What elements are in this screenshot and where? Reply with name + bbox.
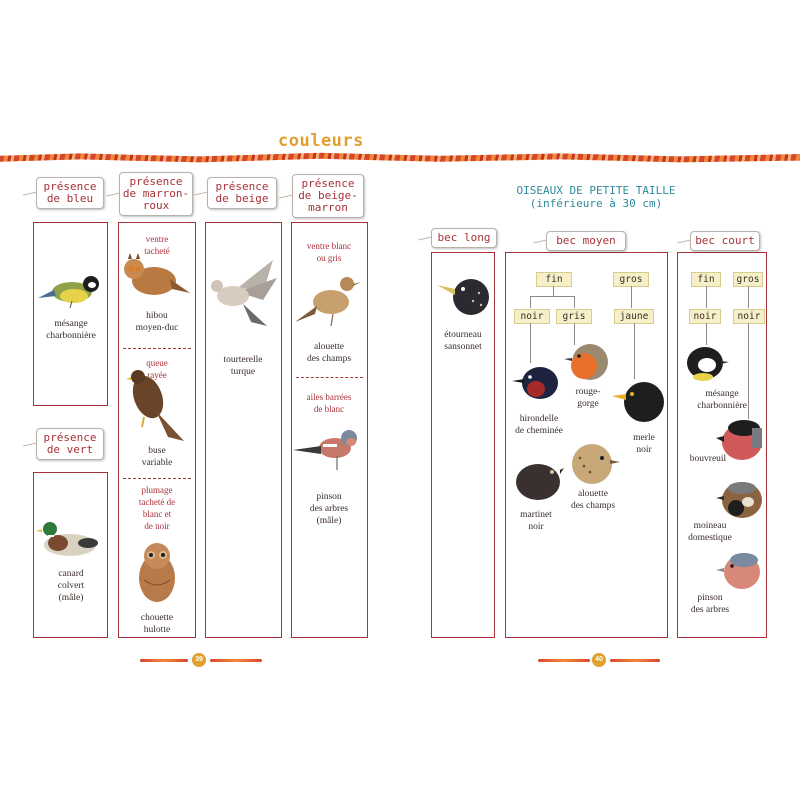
great-tit-illustration (36, 268, 106, 310)
note-ventre-tachete: ventre tacheté (144, 234, 170, 256)
bird-name-pinson: pinson des arbres (mâle) (309, 492, 349, 526)
starling-head-illustration (437, 275, 493, 319)
tag-bec-moyen: bec moyen (546, 231, 626, 251)
tree-stem (631, 286, 632, 308)
tag-presence-beige-marron: présence de beige- marron (292, 174, 364, 218)
chip-noir: noir (514, 309, 550, 324)
chip-noir-court-b: noir (733, 309, 765, 324)
tag-presence-marron-roux: présence de marron- roux (119, 172, 193, 216)
bird-name-mesange-head: mésange charbonnière (697, 389, 747, 411)
tawny-owl-illustration (132, 540, 182, 606)
chaffinch-illustration (293, 424, 365, 474)
bird-name-buse: buse variable (141, 446, 173, 468)
bird-name-martinet: martinet noir (520, 510, 552, 532)
note-ailes-barrees: ailes barrées de blanc (306, 392, 352, 414)
tree-stem (574, 296, 575, 308)
bird-name-canard: canard colvert (mâle) (57, 569, 85, 603)
tag-presence-vert: présence de vert (36, 428, 104, 460)
bird-name-moineau: moineau domestique (688, 521, 732, 543)
tree-stem (530, 323, 531, 363)
column-bleu (33, 222, 108, 406)
tree-branch (530, 296, 574, 297)
tree-stem (530, 296, 531, 308)
bird-name-hibou: hibou moyen-duc (135, 311, 179, 333)
swallow-head-illustration (510, 363, 560, 403)
bird-name-chouette: chouette hulotte (140, 613, 174, 635)
swift-head-illustration (510, 458, 564, 504)
page-number-right: 40 (592, 653, 606, 667)
note-plumage-tachete: plumage tacheté de blanc et de noir (138, 485, 176, 531)
bird-name-rouge-gorge: rouge- gorge (575, 387, 601, 409)
chip-noir-court-a: noir (689, 309, 721, 324)
note-ventre-blanc: ventre blanc ou gris (306, 241, 352, 263)
chip-jaune: jaune (614, 309, 654, 324)
tree-stem (553, 286, 554, 296)
buzzard-illustration (124, 367, 188, 443)
tag-presence-bleu: présence de bleu (36, 177, 104, 209)
page-title: couleurs (278, 131, 364, 151)
great-tit-head-illustration (683, 343, 733, 383)
chip-gros-court: gros (733, 272, 763, 287)
bird-name-merle: merle noir (633, 433, 655, 455)
tree-stem (748, 286, 749, 308)
chip-fin-court: fin (691, 272, 721, 287)
tree-stem (706, 286, 707, 308)
bird-name-mesange: mésange charbonnière (46, 319, 96, 341)
chip-fin: fin (536, 272, 572, 287)
tree-stem (634, 323, 635, 379)
bird-name-etourneau: étourneau sansonnet (444, 330, 482, 352)
robin-head-illustration (562, 340, 612, 384)
chip-gris: gris (556, 309, 592, 324)
page-number-line-right-b (610, 659, 660, 662)
chip-gros: gros (613, 272, 649, 287)
collared-dove-illustration (207, 256, 279, 328)
bird-name-tourterelle: tourterelle turque (223, 355, 263, 377)
skylark-illustration (293, 268, 365, 332)
page-number-line-right-a (538, 659, 590, 662)
note-queue-rayee: queue rayée (146, 358, 168, 380)
page-number-left: 39 (192, 653, 206, 667)
tree-stem (706, 323, 707, 345)
tag-bec-court: bec court (690, 231, 760, 251)
bird-name-bouvreuil: bouvreuil (689, 454, 727, 464)
page-number-line-left-a (140, 659, 188, 662)
blackbird-head-illustration (610, 378, 666, 426)
bird-name-pinson-head: pinson des arbres (690, 593, 730, 615)
page-number-line-left-b (210, 659, 262, 662)
bird-name-alouette: alouette des champs (306, 342, 352, 364)
skylark-head-illustration (566, 440, 620, 488)
bird-name-alouette-head: alouette des champs (570, 489, 616, 511)
chaffinch-head-illustration (714, 550, 764, 592)
mallard-illustration (36, 515, 106, 563)
house-sparrow-head-illustration (714, 478, 764, 522)
tag-presence-beige: présence de beige (207, 177, 277, 209)
long-eared-owl-illustration (120, 253, 192, 303)
decorative-stripe (0, 151, 800, 163)
bird-name-hirondelle: hirondelle de cheminée (515, 414, 563, 436)
subheading-petite-taille: OISEAUX DE PETITE TAILLE (inférieure à 30 cm) (516, 184, 676, 210)
tag-bec-long: bec long (431, 228, 497, 248)
